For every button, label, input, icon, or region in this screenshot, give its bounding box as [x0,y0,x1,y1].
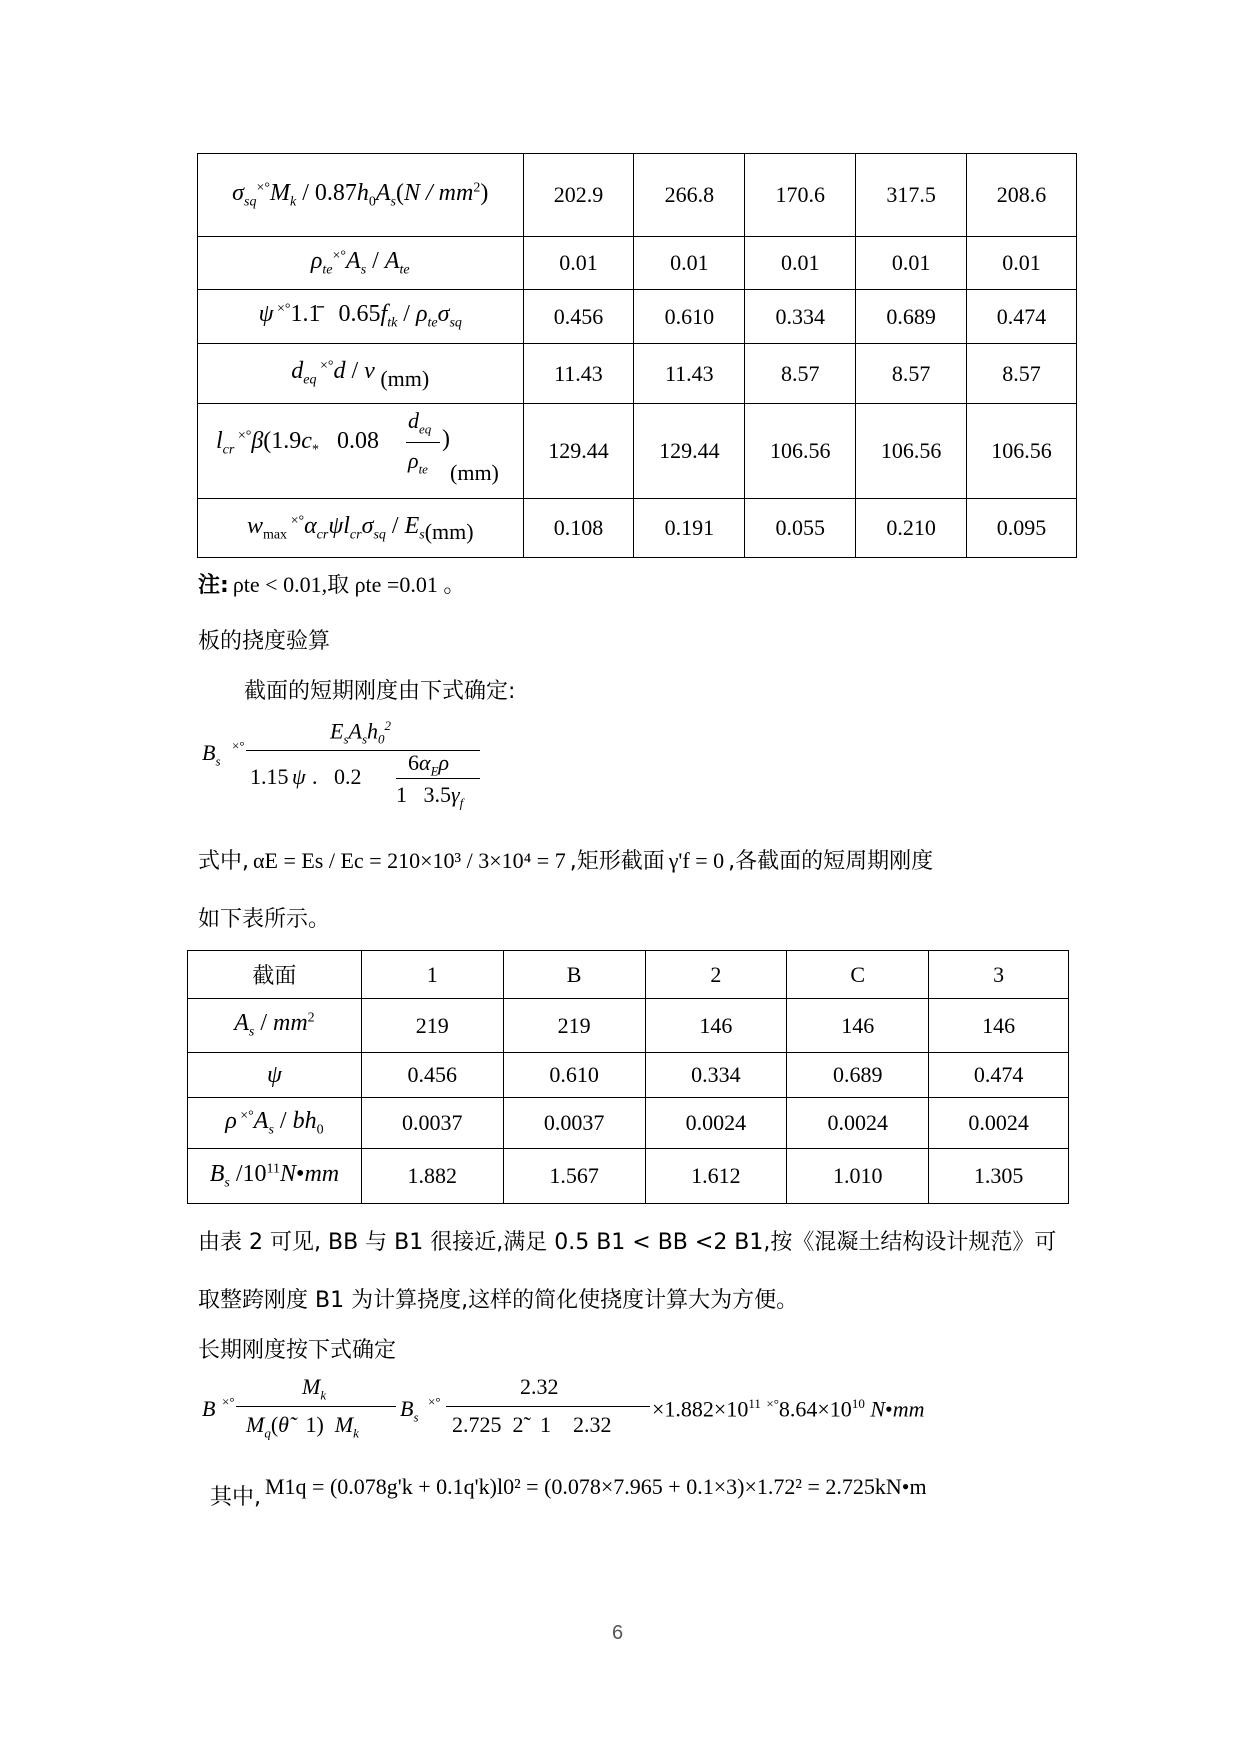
column-header: 1 [361,951,503,999]
table-cell: 1.612 [645,1149,787,1204]
table-cell: 0.01 [967,237,1077,290]
row-label-psi: ψ ×°1.1̄ $0.65f_{tk} / \rho_{te}\sigma_{sq}$ [198,290,524,344]
para-text: 由表 2 可见, BB 与 B1 很接近,满足 0.5 B1 < BB <2 B1,按《混凝土结构设计规范》可 [198,1230,1057,1255]
table-cell: 0.610 [634,290,745,344]
formula-long-term-stiffness: B ×° $M_k$ $M_q(\thetã$ 1) $M_k$ $B_s$ ×° 2.32 2.725 2̃ 1 2.32 $\times 1.882\times 10^{11}$ $^{\times^\circ}8.64\times 10^{10}$ N•mm [202,1374,925,1441]
table-cell: 0.01 [856,237,967,290]
table-row [198,154,1077,237]
table-cell: 1.305 [929,1149,1069,1204]
paragraph: 如下表所示。 [198,907,331,932]
table-cell: 8.57 [967,344,1077,404]
paragraph: 截面的短期刚度由下式确定: [244,679,516,704]
table-row [198,237,1077,290]
row-label-psi: ψ [188,1053,362,1098]
table-cell: 170.6 [745,154,856,237]
paragraph [198,844,933,875]
row-label-sigma-sq: $\sigma_{sq}^{\times^\circ}M_k / 0.87h_0A_s(N / mm^2)$ [198,154,524,237]
table-row [188,1098,1069,1149]
table-cell: 202.9 [523,154,634,237]
alpha-e-formula: αE = Es / Ec = 210×10³ / 3×10⁴ = 7 [253,848,566,873]
gamma-formula: γ'f = 0 [668,848,725,873]
para-text: ,矩形截面 [569,849,665,874]
table-cell: 8.57 [745,344,856,404]
row-label-wmax: $w_{max}$ $^{\times^\circ}\alpha_{cr}\psi l_{cr}\sigma_{sq} / E_s(mm)$ [198,499,524,558]
table-cell: 146 [929,999,1069,1053]
table-cell: 219 [503,999,645,1053]
table-cell: 0.0037 [503,1098,645,1149]
table-cell: 0.0024 [929,1098,1069,1149]
table-cell: 0.210 [856,499,967,558]
table-cell: 11.43 [634,344,745,404]
paragraph: 长期刚度按下式确定 [198,1338,397,1363]
table-cell: 1.010 [787,1149,929,1204]
table-cell: 11.43 [523,344,634,404]
table-cell: 0.108 [523,499,634,558]
table-row [188,1149,1069,1204]
table-cell: 1.567 [503,1149,645,1204]
para-text: 取整跨刚度 B1 为计算挠度,这样的简化使挠度计算大为方便。 [198,1288,799,1313]
table-cell: 0.456 [361,1053,503,1098]
table-cell: 208.6 [967,154,1077,237]
paragraph [210,1470,927,1510]
table-cell: 1.882 [361,1149,503,1204]
row-label-rho-te: $\rho_{te}^{\times^\circ}A_s / A_{te}$ [198,237,524,290]
column-header: B [503,951,645,999]
table-note [198,568,465,599]
paragraph [198,1225,1056,1256]
table-row [188,999,1069,1053]
para-prefix: 式中, [198,849,249,874]
table-cell: 266.8 [634,154,745,237]
table-cell: 0.095 [967,499,1077,558]
table-cell: 0.689 [787,1053,929,1098]
table-cell: 0.334 [745,290,856,344]
row-label-as: $A_s / mm^2$ [188,999,362,1053]
section-heading: 板的挠度验算 [198,629,331,654]
table-row [198,404,1077,499]
table-cell: 0.191 [634,499,745,558]
table-cell: 0.610 [503,1053,645,1098]
table-cell: 129.44 [634,404,745,499]
table-cell: 317.5 [856,154,967,237]
m1q-formula: M1q = (0.078g'k + 0.1q'k)l0² = (0.078×7.965 + 0.1×3)×1.72² = 2.725kN•m [265,1474,927,1499]
formula-bs: $B_s$ ×° $E_sA_sh_0^2$ 1.15 ψ . 0.2 $6\alpha_E\rho$ 1 $3.5\gamma_f$ [200,720,500,810]
table-cell: 146 [787,999,929,1053]
table-cell: 129.44 [523,404,634,499]
column-header: C [787,951,929,999]
table-row [198,499,1077,558]
table-row [188,1053,1069,1098]
note-text: ρte < 0.01,取 ρte =0.01 。 [232,572,466,597]
table-cell: 0.0024 [645,1098,787,1149]
crack-width-table [197,153,1077,558]
column-header: 2 [645,951,787,999]
para-prefix: 其中, [210,1485,261,1510]
column-header: 截面 [188,951,362,999]
table-cell: 0.01 [523,237,634,290]
page-number: 6 [612,1622,624,1644]
table-row [198,344,1077,404]
table-cell: 8.57 [856,344,967,404]
row-label-bs: $B_s$ $/10^{11}N•mm$ [188,1149,362,1204]
table-cell: 0.01 [634,237,745,290]
table-cell: 0.334 [645,1053,787,1098]
table-cell: 106.56 [745,404,856,499]
note-prefix: 注: [198,573,229,598]
table-cell: 0.01 [745,237,856,290]
table-cell: 146 [645,999,787,1053]
paragraph [198,1283,798,1314]
table-header-row [188,951,1069,999]
stiffness-table [187,950,1069,1204]
table-cell: 106.56 [856,404,967,499]
table-cell: 0.0037 [361,1098,503,1149]
table-row [198,290,1077,344]
table-cell: 0.055 [745,499,856,558]
table-cell: 0.474 [929,1053,1069,1098]
table-cell: 0.474 [967,290,1077,344]
para-text: ,各截面的短周期刚度 [728,849,934,874]
table-cell: 0.0024 [787,1098,929,1149]
table-cell: 106.56 [967,404,1077,499]
table-cell: 0.456 [523,290,634,344]
row-label-deq: $d_{eq}$ ×°d / ν (mm) [198,344,524,404]
table-cell: 219 [361,999,503,1053]
table-cell: 0.689 [856,290,967,344]
row-label-lcr: $l_{cr}$ $^{\times^\circ}\beta(1.9c_*$ 0.08 $d_{eq}$ $\rho_{te}$ ) (mm) [198,404,524,499]
column-header: 3 [929,951,1069,999]
row-label-rho: ρ $^{\times^\circ}A_s / bh_0$ [188,1098,362,1149]
